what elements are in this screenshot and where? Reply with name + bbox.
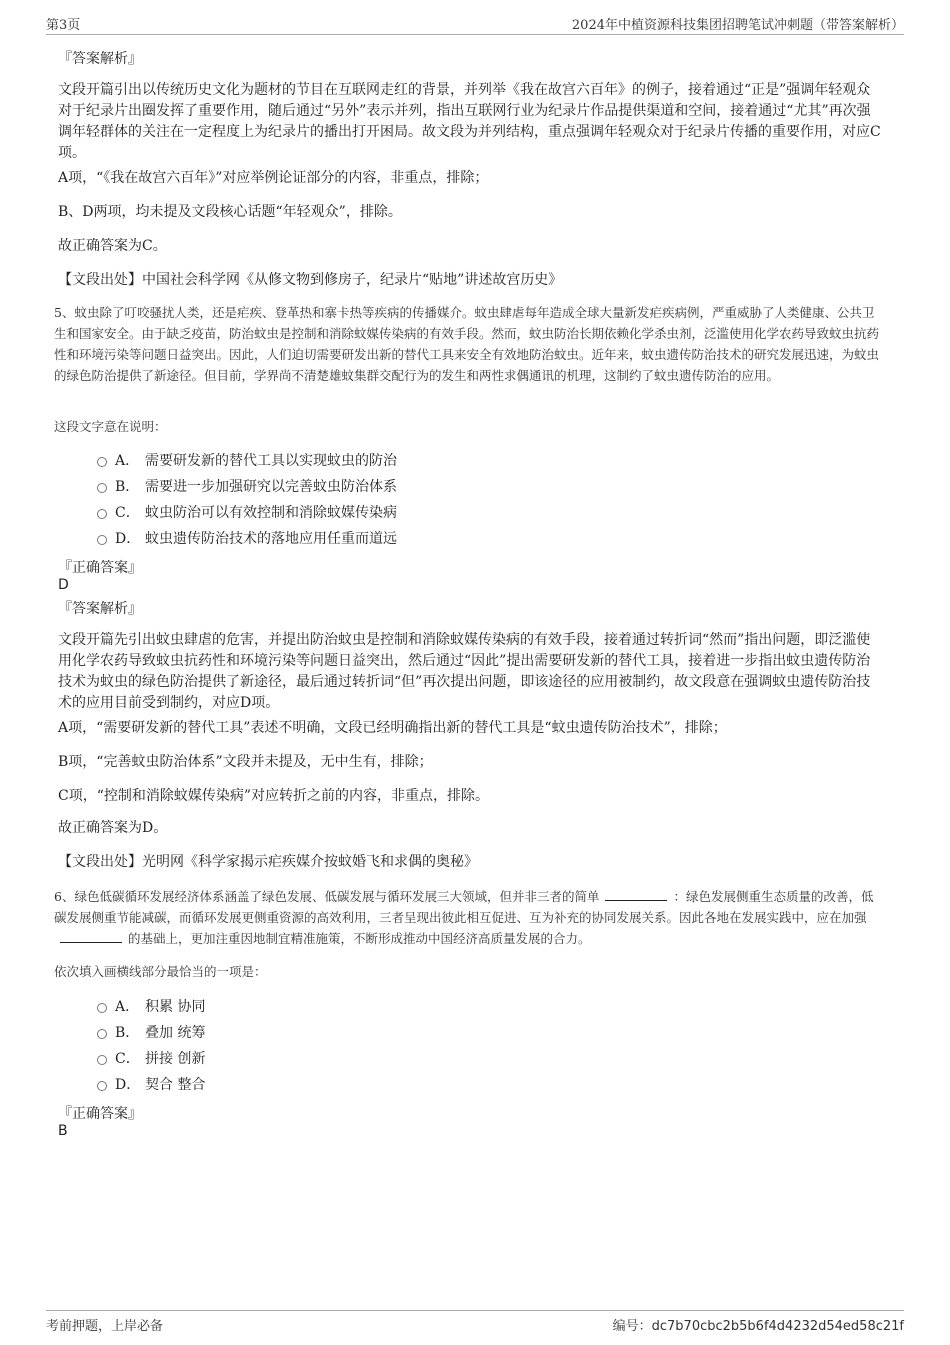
option-text: 拼接 创新 <box>145 1051 206 1067</box>
option-letter: C． <box>115 505 140 521</box>
source-citation: 【文段出处】中国社会科学网《从修文物到修房子，纪录片“贴地”讲述故宫历史》 <box>58 272 563 288</box>
question-prompt: 依次填入画横线部分最恰当的一项是： <box>54 964 267 979</box>
analysis-paragraph: C项，“控制和消除蚊媒传染病”对应转折之前的内容，非重点，排除。 <box>58 788 490 804</box>
document-title: 2024年中植资源科技集团招聘笔试冲刺题（带答案解析） <box>571 18 904 33</box>
radio-icon[interactable] <box>97 1055 107 1065</box>
option-d[interactable] <box>97 529 397 549</box>
analysis-paragraph: 文段开篇引出以传统历史文化为题材的节目在互联网走红的背景，并列举《我在故宫六百年》的例子，接着通过“正是”强调年轻观众对于纪录片出圈发挥了重要作用，随后通过“另外”表示并列，指出互联网行业为纪录片作品提供渠道和空间，接着通过“尤其”再次强调年轻群体的关注在一定程度上为纪录片的播出打开困局。故文段为并列结构，重点强调年轻观众对于纪录片传播的重要作用，对应C项。 <box>58 82 881 161</box>
option-text: 蚊虫遗传防治技术的落地应用任重而道远 <box>145 531 397 547</box>
analysis-conclusion: 故正确答案为C。 <box>58 238 167 254</box>
correct-answer: B <box>58 1123 68 1139</box>
radio-icon[interactable] <box>97 483 107 493</box>
correct-answer: D <box>58 577 69 593</box>
option-a[interactable] <box>97 451 397 471</box>
radio-icon[interactable] <box>97 1029 107 1039</box>
radio-icon[interactable] <box>97 1081 107 1091</box>
option-letter: A． <box>115 453 140 469</box>
option-letter: B． <box>115 1025 140 1041</box>
option-text: 蚊虫防治可以有效控制和消除蚊媒传染病 <box>145 505 397 521</box>
analysis-paragraph: B、D两项，均未提及文段核心话题“年轻观众”，排除。 <box>58 204 402 220</box>
stem-part: 的基础上，更加注重因地制宜精准施策，不断形成推动中国经济高质量发展的合力。 <box>128 931 591 946</box>
answer-label: 『正确答案』 <box>58 560 142 576</box>
page-number: 第3页 <box>46 18 81 33</box>
analysis-label: 『答案解析』 <box>58 601 142 617</box>
fill-blank <box>60 930 122 943</box>
option-c[interactable] <box>97 503 397 523</box>
option-c[interactable] <box>97 1049 205 1069</box>
analysis-paragraph: A项，“需要研发新的替代工具”表述不明确，文段已经明确指出新的替代工具是“蚊虫遗传防治技术”，排除； <box>58 720 727 736</box>
option-text: 需要进一步加强研究以完善蚊虫防治体系 <box>145 479 397 495</box>
option-letter: A． <box>115 999 140 1015</box>
question-stem <box>54 886 884 949</box>
option-text: 叠加 统筹 <box>145 1025 206 1041</box>
option-b[interactable] <box>97 477 397 497</box>
analysis-paragraph: A项，“《我在故宫六百年》”对应举例论证部分的内容，非重点，排除； <box>58 170 489 186</box>
option-letter: D． <box>115 1077 141 1093</box>
option-letter: B． <box>115 479 140 495</box>
option-letter: D． <box>115 531 141 547</box>
question-prompt: 这段文字意在说明： <box>54 419 167 434</box>
page-footer <box>46 1310 904 1335</box>
radio-icon[interactable] <box>97 509 107 519</box>
option-b[interactable] <box>97 1023 205 1043</box>
analysis-label: 『答案解析』 <box>58 51 142 67</box>
footer-slogan: 考前押题，上岸必备 <box>46 1319 164 1334</box>
analysis-paragraph: B项，“完善蚊虫防治体系”文段并未提及，无中生有，排除； <box>58 754 433 770</box>
stem-part: 6、绿色低碳循环发展经济体系涵盖了绿色发展、低碳发展与循环发展三大领域，但并非三者的简单 <box>54 889 600 904</box>
option-text: 需要研发新的替代工具以实现蚊虫的防治 <box>145 453 397 469</box>
code-label: 编号： <box>612 1319 652 1334</box>
analysis-conclusion: 故正确答案为D。 <box>58 820 168 836</box>
answer-label: 『正确答案』 <box>58 1106 142 1122</box>
source-citation: 【文段出处】光明网《科学家揭示疟疾媒介按蚊婚飞和求偶的奥秘》 <box>58 854 478 870</box>
analysis-paragraph: 文段开篇先引出蚊虫肆虐的危害，并提出防治蚊虫是控制和消除蚊媒传染病的有效手段，接着通过转折词“然而”指出问题，即泛滥使用化学农药导致蚊虫抗药性和环境污染等问题日益突出，然后通过“因此”提出需要研发新的替代工具，接着进一步指出蚊虫遗传防治技术为蚊虫的绿色防治提供了新途径，最后通过转折词“但”再次提出问题，即该途径的应用被制约，故文段意在强调蚊虫遗传防治技术的应用目前受到制约，对应D项。 <box>58 632 871 711</box>
radio-icon[interactable] <box>97 535 107 545</box>
code-value: dc7b70cbc2b5b6f4d4232d54ed58c21f <box>651 1319 904 1334</box>
page-header <box>46 14 904 35</box>
question-stem: 5、蚊虫除了叮咬骚扰人类，还是疟疾、登革热和寨卡热等疾病的传播媒介。蚊虫肆虐每年造成全球大量新发疟疾病例，严重威胁了人类健康、公共卫生和国家安全。由于缺乏疫苗，防治蚊虫是控制和消除蚊媒传染病的有效手段。然而，蚊虫防治长期依赖化学杀虫剂，泛滥使用化学农药导致蚊虫抗药性和环境污染等问题日益突出。因此，人们迫切需要研发出新的替代工具来安全有效地防治蚊虫。近年来，蚊虫遗传防治技术的研究发展迅速，为蚊虫的绿色防治提供了新途径。但目前，学界尚不清楚雄蚊集群交配行为的发生和两性求偶通讯的机理，这制约了蚊虫遗传防治的应用。 <box>54 305 880 383</box>
radio-icon[interactable] <box>97 1003 107 1013</box>
document-code <box>613 1315 904 1334</box>
option-d[interactable] <box>97 1075 205 1095</box>
option-text: 积累 协同 <box>145 999 206 1015</box>
option-text: 契合 整合 <box>145 1077 206 1093</box>
option-a[interactable] <box>97 997 205 1017</box>
fill-blank <box>605 888 667 901</box>
stem-part: ：绿色发展侧重生态质量的改善，低碳发展侧重节能减碳，而循环发展更侧重资源的高效利用，三者呈现出彼此相互促进、互为补充的协同发展关系。因此各地在发展实践中，应在加强 <box>54 889 874 925</box>
radio-icon[interactable] <box>97 457 107 467</box>
option-letter: C． <box>115 1051 140 1067</box>
